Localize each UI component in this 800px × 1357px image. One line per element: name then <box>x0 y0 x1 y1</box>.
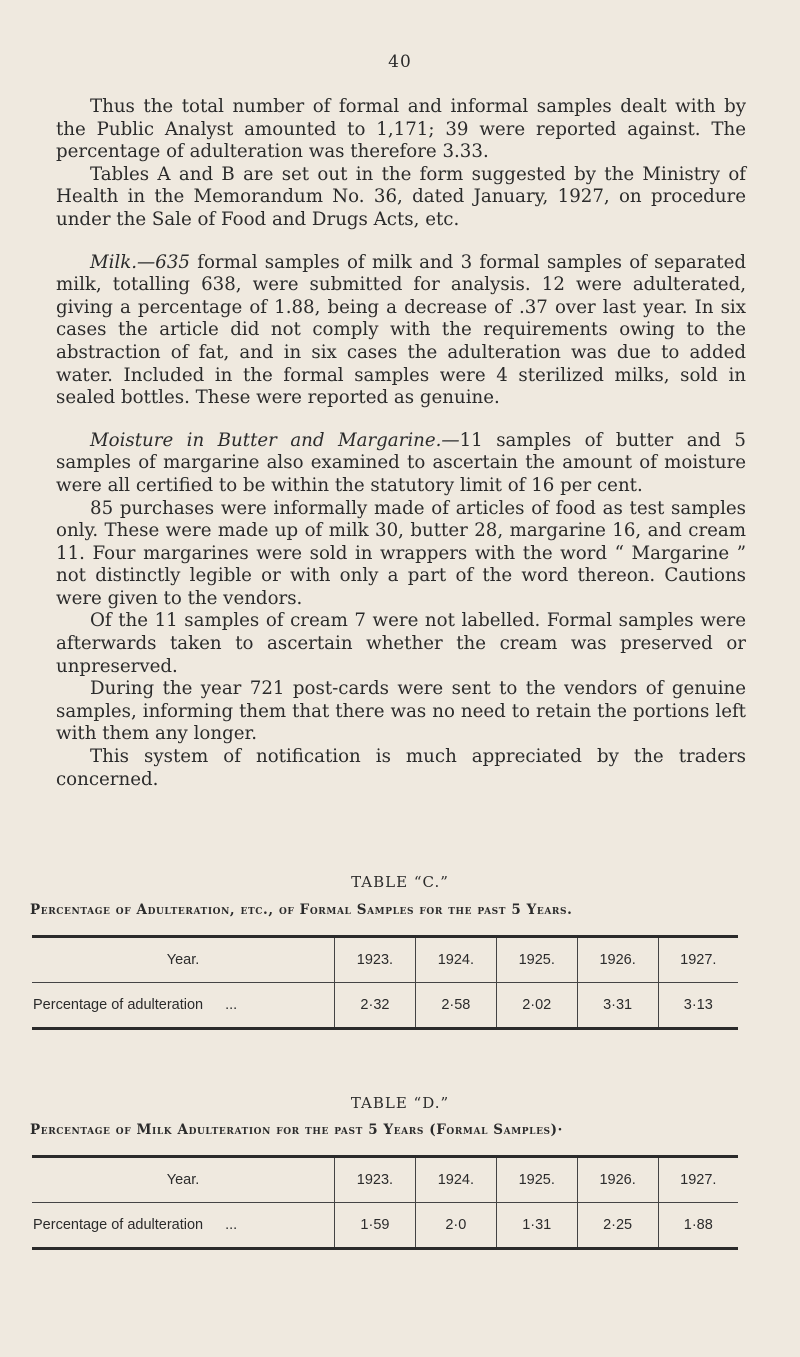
table-d-value-1924: 2·0 <box>415 1203 496 1249</box>
table-d-row-label-text: Percentage of adulteration <box>33 1217 204 1233</box>
table-d-caption: Percentage of Milk Adulteration for the past 5 Years (Formal Samples)· <box>30 1122 563 1138</box>
paragraph-total-samples: Thus the total number of formal and informal samples dealt with by the Public Analyst amounted to 1,171; 39 were reported against. The percentage of adulteration was therefore 3.33. <box>56 96 746 163</box>
moisture-text: 11 samples of butter and 5 samples of margarine also examined to ascertain the amount of moisture were all certified to be within the statutory limit of 16 per cent. <box>56 429 746 496</box>
paragraph-notification: This system of notification is much appreciated by the traders concerned. <box>56 746 746 790</box>
table-c-value-1924: 2·58 <box>415 983 496 1029</box>
table-d-row-label <box>32 1203 335 1249</box>
paragraph-milk <box>56 252 746 410</box>
table-row <box>32 1203 738 1249</box>
table-c-year-1923: 1923. <box>335 937 416 983</box>
page-number: 40 <box>388 52 412 72</box>
table-d-year-1926: 1926. <box>577 1157 658 1203</box>
table-row <box>32 983 738 1029</box>
paragraph-tables-note: Tables A and B are set out in the form suggested by the Ministry of Health in the Memorandum No. 36, dated January, 1927, on procedure under the Sale of Food and Drugs Acts, etc. <box>56 163 746 230</box>
table-row <box>32 1157 738 1203</box>
table-d-value-1923: 1·59 <box>335 1203 416 1249</box>
table-d-value-1925: 1·31 <box>496 1203 577 1249</box>
table-c-year-1927: 1927. <box>658 937 738 983</box>
table-c <box>32 935 738 1030</box>
table-c-year-1924: 1924. <box>415 937 496 983</box>
paragraph-purchases: 85 purchases were informally made of articles of food as test samples only. These were made up of milk 30, butter 28, margarine 16, and cream 11. Four margarines were sold in wrappers with the word “ Margarine ” not distinctly legible or with only a part of the word thereon. Cautions were given to the vendors. <box>56 497 746 609</box>
paragraph-cream: Of the 11 samples of cream 7 were not labelled. Formal samples were afterwards taken to ascertain whether the cream was preserved or unpreserved. <box>56 610 746 677</box>
table-d-header-label: Year. <box>32 1157 335 1203</box>
table-d-row-dots: ... <box>225 1217 238 1233</box>
table-row <box>32 937 738 983</box>
table-c-caption: Percentage of Adulteration, etc., of Formal Samples for the past 5 Years. <box>30 902 573 918</box>
table-c-value-1923: 2·32 <box>335 983 416 1029</box>
table-d-year-1923: 1923. <box>335 1157 416 1203</box>
table-c-year-1926: 1926. <box>577 937 658 983</box>
table-c-year-1925: 1925. <box>496 937 577 983</box>
table-d-value-1926: 2·25 <box>577 1203 658 1249</box>
table-d-year-1925: 1925. <box>496 1157 577 1203</box>
table-d <box>32 1155 738 1250</box>
table-c-value-1927: 3·13 <box>658 983 738 1029</box>
table-d-year-1927: 1927. <box>658 1157 738 1203</box>
table-d-title: TABLE “D.” <box>350 1094 450 1112</box>
table-d-year-1924: 1924. <box>415 1157 496 1203</box>
paragraph-post-cards: During the year 721 post-cards were sent to the vendors of genuine samples, informing them that there was no need to retain the portions left with them any longer. <box>56 678 746 745</box>
table-c-value-1926: 3·31 <box>577 983 658 1029</box>
table-c-row-label <box>32 983 335 1029</box>
table-c-row-dots: ... <box>225 997 238 1013</box>
moisture-heading: Moisture in Butter and Margarine.— <box>90 429 460 451</box>
body-text <box>56 96 746 791</box>
milk-text: formal samples of milk and 3 formal samples of separated milk, totalling 638, were submitted for analysis. 12 were adulterated, giving a percentage of 1.88, being a decrease of .37 over last year. In six cases the article did not comply with the requirements owing to the abstraction of fat, and in six cases the adulteration was due to added water. Included in the formal samples were 4 sterilized milks, sold in sealed bottles. These were reported as genuine. <box>56 251 746 409</box>
table-c-title: TABLE “C.” <box>351 873 449 891</box>
table-d-value-1927: 1·88 <box>658 1203 738 1249</box>
table-c-row-label-text: Percentage of adulteration <box>33 997 204 1013</box>
milk-heading: Milk.—635 <box>90 251 190 273</box>
table-c-header-label: Year. <box>32 937 335 983</box>
table-c-value-1925: 2·02 <box>496 983 577 1029</box>
paragraph-moisture <box>56 430 746 498</box>
